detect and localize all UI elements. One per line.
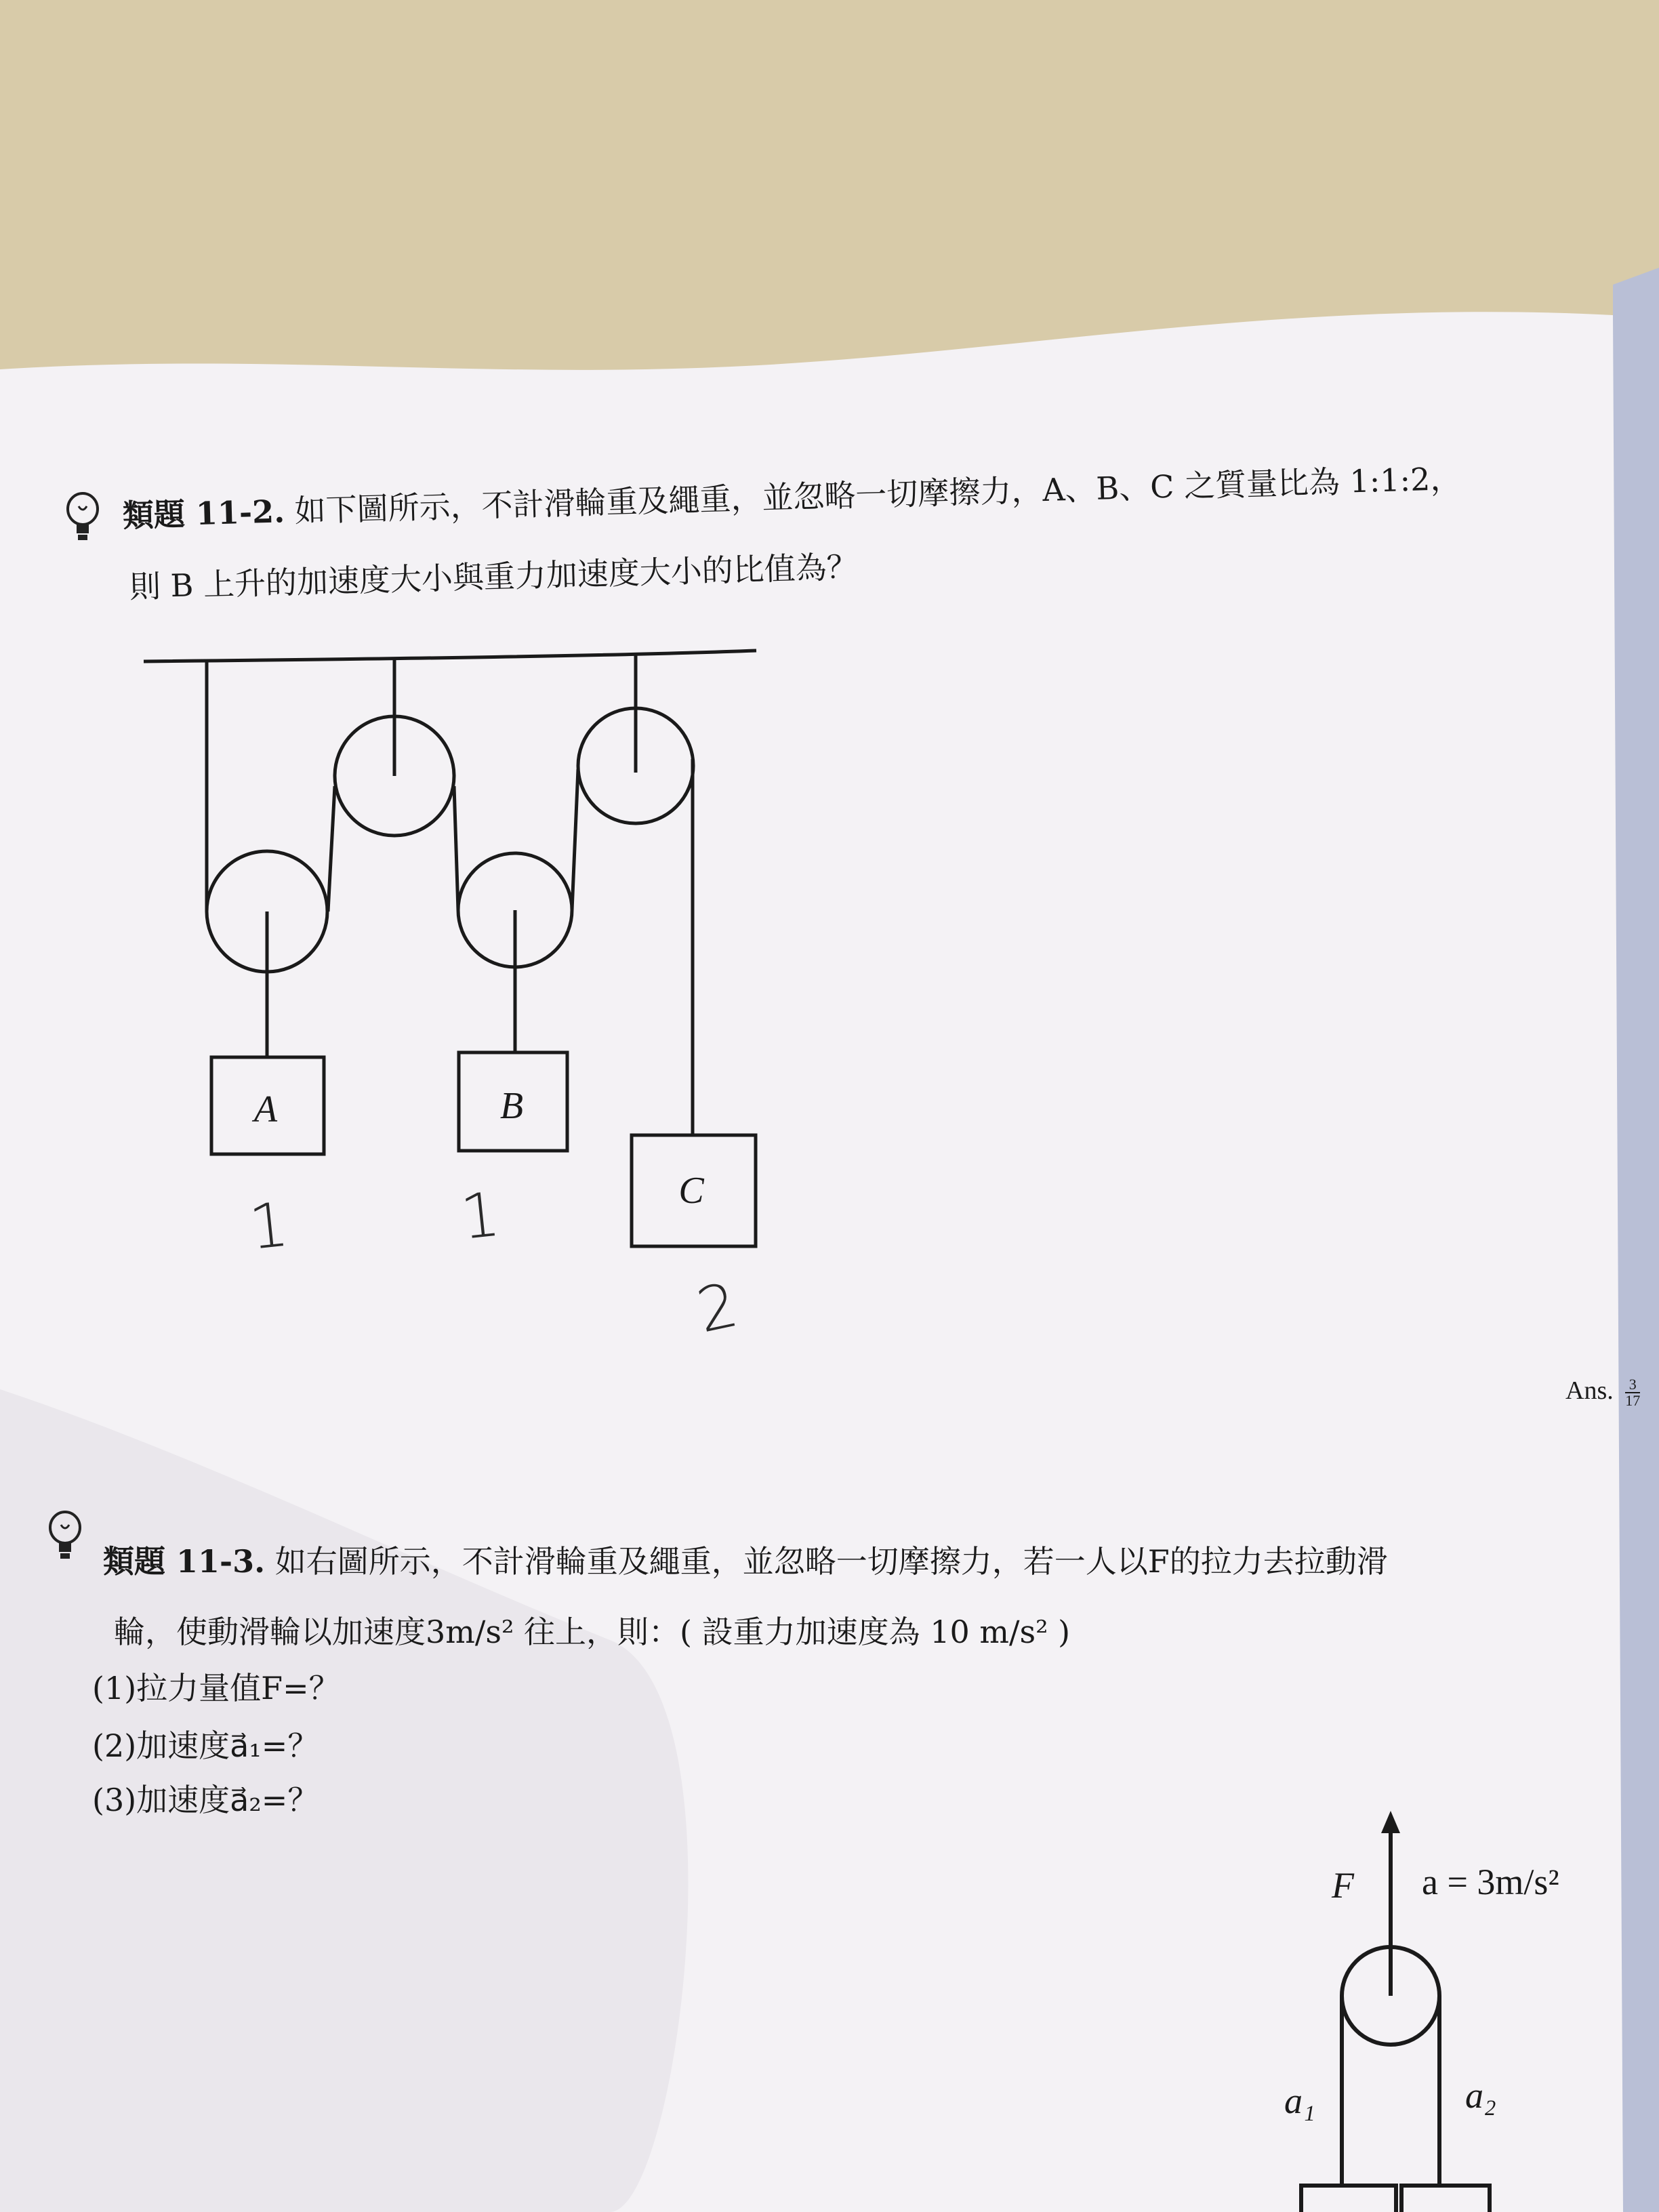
mass-left [1301, 2186, 1396, 2212]
answer-denominator: 17 [1625, 1392, 1641, 1410]
answer-prefix: Ans. [1565, 1376, 1614, 1405]
block-b-label: B [499, 1085, 524, 1127]
question-3: (3)加速度a⃗₂=？ [92, 1782, 319, 1818]
problem-11-3-number: 類題 11-3. [103, 1543, 266, 1580]
mass-right [1401, 2186, 1490, 2212]
acceleration-label: a = 3m/s² [1422, 1862, 1559, 1902]
answer-numerator: 3 [1625, 1377, 1640, 1393]
question-2: (2)加速度a⃗₁=？ [92, 1727, 319, 1764]
a1-label: a₁ [1284, 2081, 1315, 2121]
problem-11-3-text1: 如右圖所示，不計滑輪重及繩重，並忽略一切摩擦力，若一人以F的拉力去拉動滑 [274, 1543, 1388, 1580]
problem-11-2-line2: 則 B 上升的加速度大小與重力加速度大小的比值為？ [129, 548, 859, 605]
handwritten-mass-c: 2 [691, 1269, 744, 1347]
problem-11-2-number: 類題 11-2. [122, 493, 285, 534]
block-a-label: A [253, 1088, 278, 1130]
force-label: F [1332, 1865, 1354, 1906]
force-arrow-icon [1381, 1811, 1400, 1833]
handwritten-mass-a: 1 [245, 1189, 292, 1264]
problem-11-3-line2: 輪，使動滑輪以加速度3m/s² 往上，則：( 設重力加速度為 10 m/s² ) [114, 1614, 1071, 1650]
a2-label: a₂ [1465, 2075, 1496, 2116]
problem-11-2-text1: 如下圖所示，不計滑輪重及繩重，並忽略一切摩擦力，A、B、C 之質量比為 1:1:2， [293, 459, 1462, 529]
handwritten-mass-b: 1 [457, 1179, 504, 1254]
block-c-label: C [678, 1170, 704, 1212]
question-1: (1)拉力量值F=？ [92, 1670, 340, 1706]
